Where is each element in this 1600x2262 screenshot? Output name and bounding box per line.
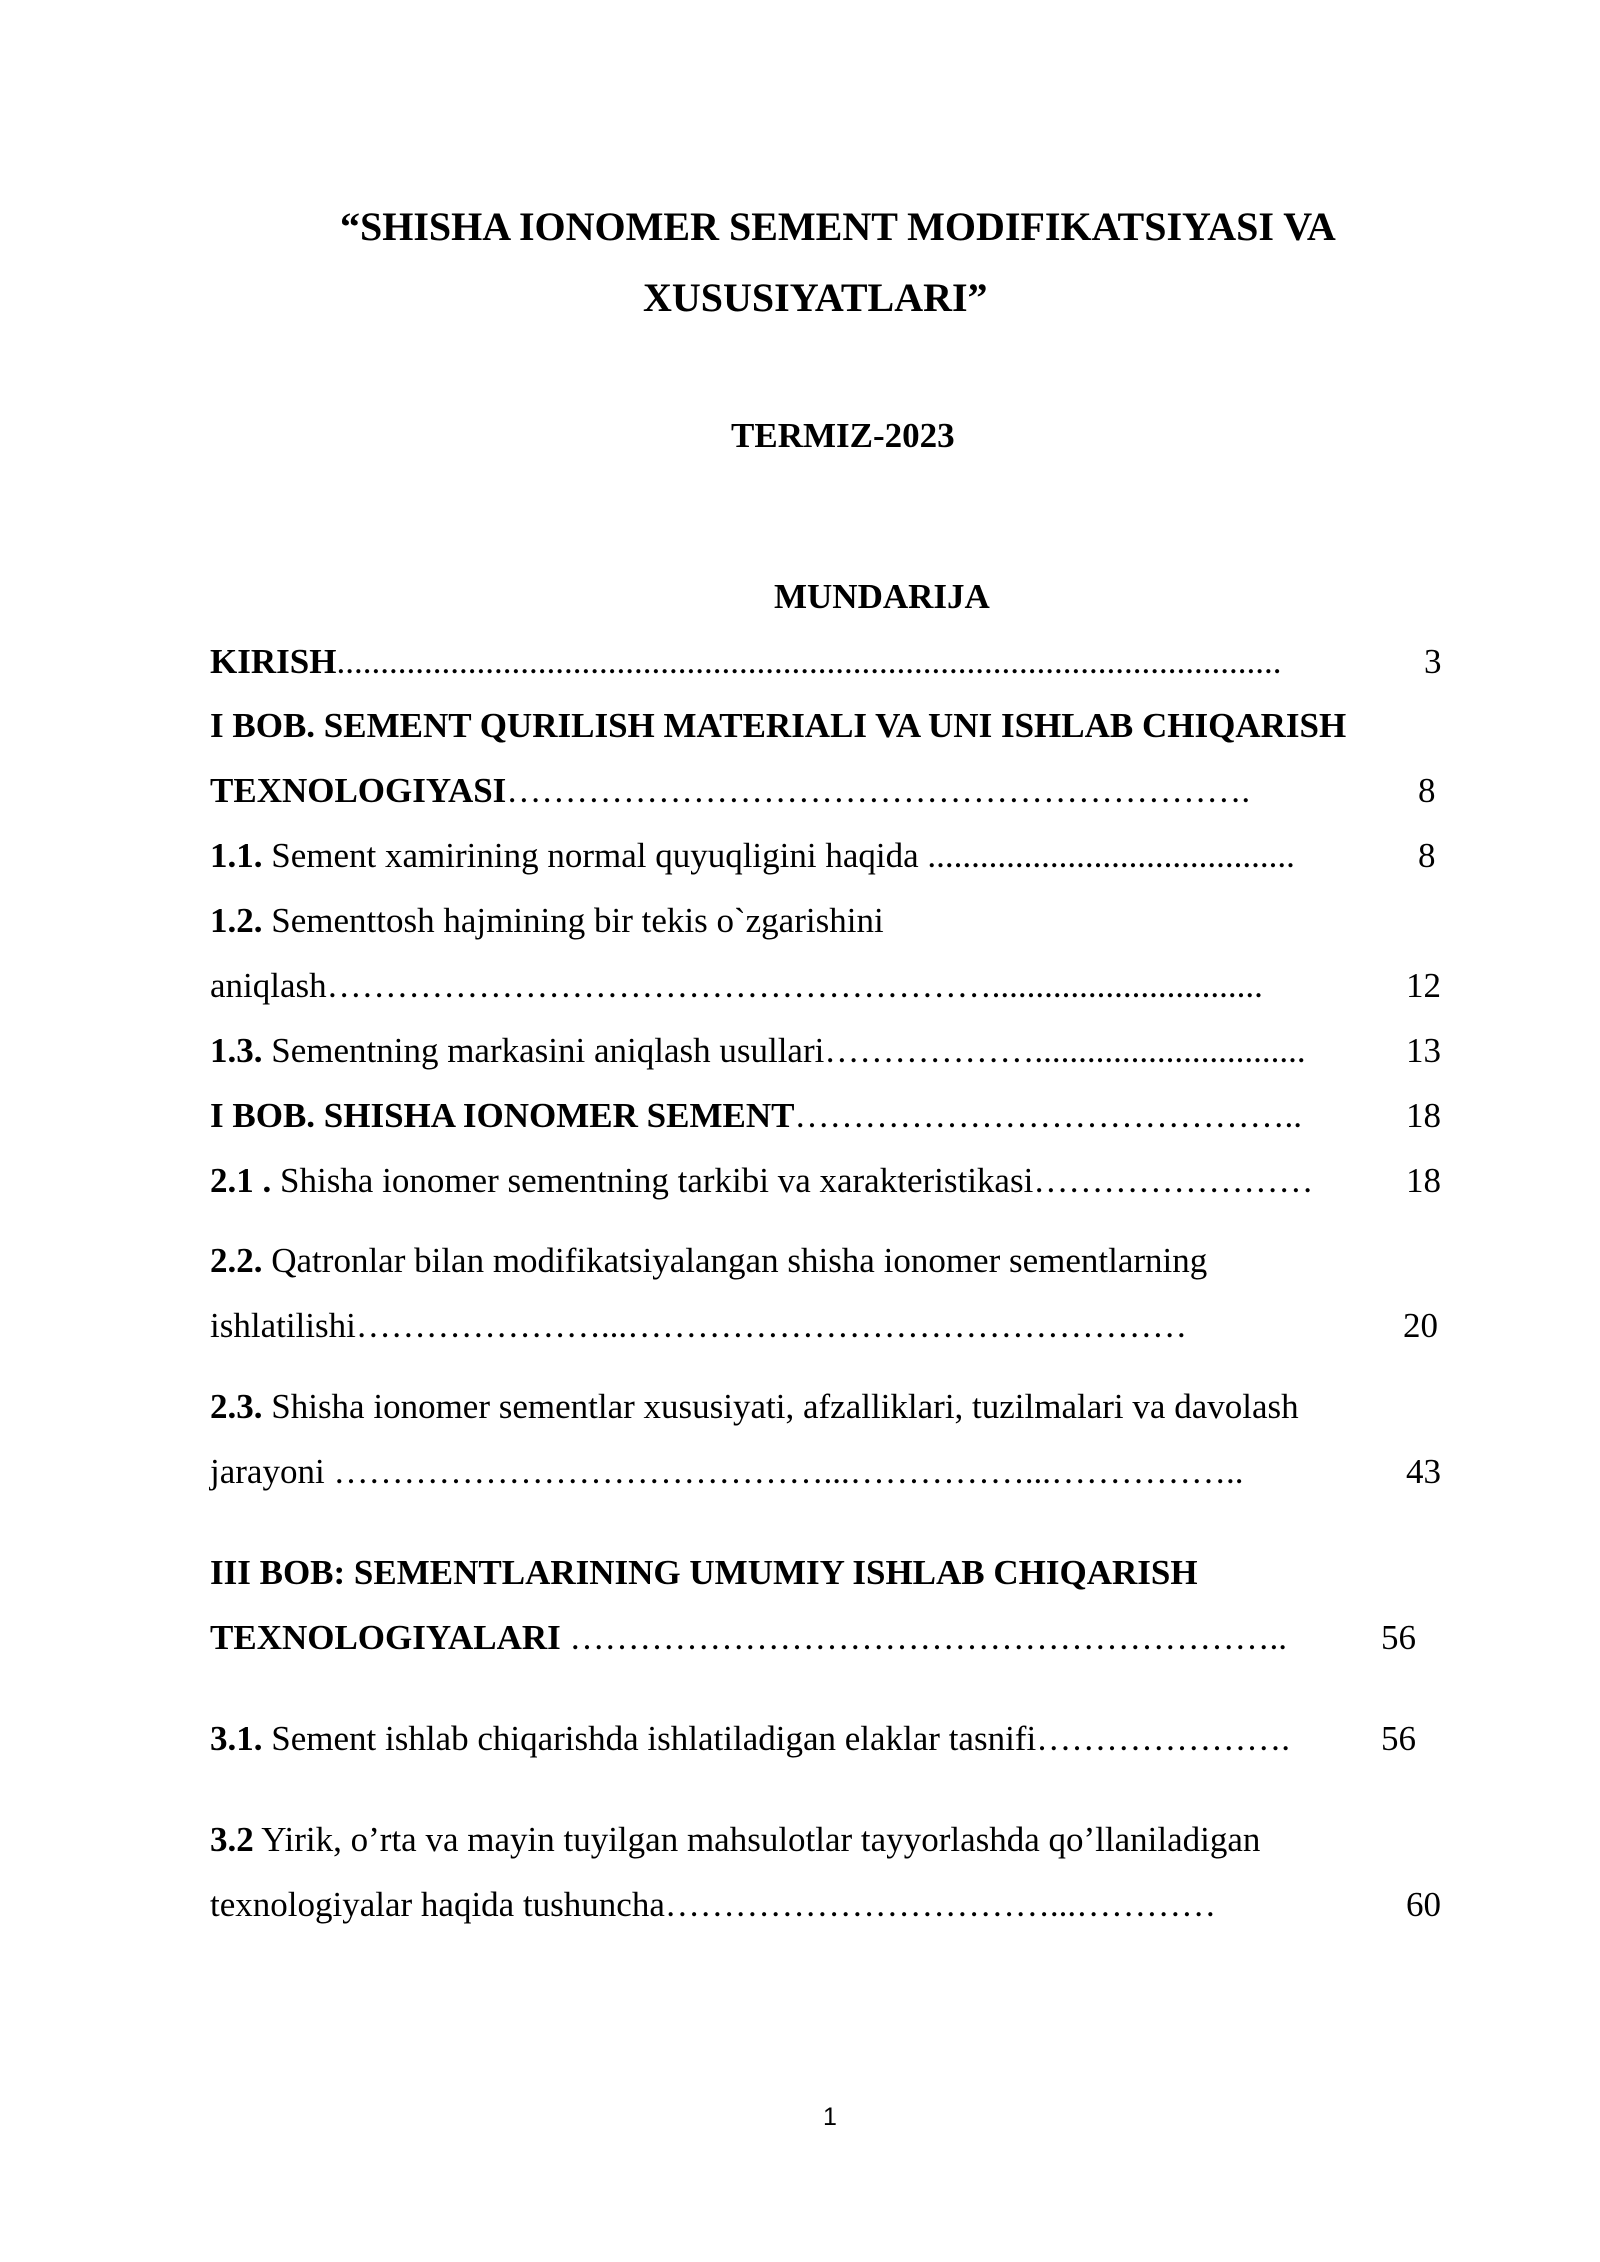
- toc-entry-2-2-continued: [210, 1303, 1187, 1349]
- toc-page-1-1: 8: [1418, 836, 1436, 875]
- toc-section-title: Sementning markasini aniqlash usullari: [262, 1031, 825, 1070]
- toc-chapter-1-title: I BOB. SEMENT QURILISH MATERIALI VA UNI ISHLAB CHIQARISH: [210, 706, 1347, 745]
- document-title-line-1: “SHISHA IONOMER SEMENT MODIFIKATSIYASI VA: [340, 204, 1336, 249]
- toc-entry-3-2-continued: [210, 1882, 1216, 1928]
- toc-heading: MUNDARIJA: [774, 577, 990, 616]
- toc-page-3-1: 56: [1381, 1719, 1416, 1758]
- toc-entry-2-3: [210, 1384, 1299, 1430]
- toc-entry-label: KIRISH: [210, 642, 337, 681]
- toc-entry-3-1: [210, 1716, 1290, 1762]
- toc-entry-label: I BOB. SHISHA IONOMER SEMENT: [210, 1096, 795, 1135]
- toc-section-title: jarayoni: [210, 1452, 334, 1491]
- toc-entry-chapter-3: [210, 1615, 1287, 1661]
- toc-entry-label: TEXNOLOGIYALARI: [210, 1618, 570, 1657]
- toc-section-number: 2.2.: [210, 1241, 263, 1280]
- toc-section-title: Sementtosh hajmining bir tekis o`zgarishini: [262, 901, 884, 940]
- toc-section-title: aniqlash: [210, 966, 327, 1005]
- toc-entry-chapter-1: [210, 768, 1250, 814]
- toc-page-1-2: 12: [1406, 966, 1441, 1005]
- toc-page-2-1: 18: [1406, 1161, 1441, 1200]
- toc-page-3-2: 60: [1406, 1885, 1441, 1924]
- toc-section-title: Shisha ionomer sementning tarkibi va xarakteristikasi: [271, 1161, 1034, 1200]
- toc-section-number: 2.3.: [210, 1387, 263, 1426]
- document-title-line-2: XUSUSIYATLARI”: [643, 275, 988, 320]
- toc-page-2-2: 20: [1403, 1306, 1438, 1345]
- toc-entry-chapter-2: [210, 1093, 1302, 1139]
- toc-leader: ………………….: [1036, 1719, 1290, 1758]
- toc-section-title: ishlatilishi: [210, 1306, 356, 1345]
- toc-section-number: 1.1.: [210, 836, 263, 875]
- toc-entry-1-1: [210, 833, 1295, 879]
- toc-section-number: 3.1.: [210, 1719, 263, 1758]
- toc-entry-label: TEXNOLOGIYASI: [210, 771, 507, 810]
- toc-section-number: 1.3.: [210, 1031, 263, 1070]
- toc-page-2-3: 43: [1406, 1452, 1441, 1491]
- toc-leader: ……………………: [1033, 1161, 1314, 1200]
- toc-page-1-3: 13: [1406, 1031, 1441, 1070]
- toc-leader: ……………………………………..: [794, 1096, 1302, 1135]
- toc-section-number: 3.2: [210, 1820, 254, 1859]
- toc-page-chapter-3: 56: [1381, 1618, 1416, 1657]
- toc-entry-1-3: [210, 1028, 1306, 1074]
- toc-section-number: 2.1 .: [210, 1161, 272, 1200]
- toc-page-kirish: 3: [1424, 642, 1442, 681]
- toc-section-title: Sement ishlab chiqarishda ishlatiladigan elaklar tasnifi: [262, 1719, 1037, 1758]
- toc-leader: …………………...…………………………………………: [355, 1306, 1188, 1345]
- toc-entry-2-1: [210, 1158, 1313, 1204]
- toc-entry-1-2: [210, 898, 884, 944]
- toc-section-title: Qatronlar bilan modifikatsiyalangan shisha ionomer sementlarning: [262, 1241, 1208, 1280]
- toc-chapter-3-title: III BOB: SEMENTLARINING UMUMIY ISHLAB CHIQARISH: [210, 1553, 1198, 1592]
- toc-section-title: Sement xamirining normal quyuqligini haqida: [262, 836, 928, 875]
- toc-leader: ……………………………………………………….: [506, 771, 1251, 810]
- toc-section-title: texnologiyalar haqida tushuncha: [210, 1885, 665, 1924]
- toc-entry-2-2: [210, 1238, 1207, 1284]
- toc-leader: ……………………………...…………: [664, 1885, 1217, 1924]
- toc-page-chapter-2: 18: [1406, 1096, 1441, 1135]
- page-number: 1: [823, 2103, 837, 2131]
- toc-entry-kirish: [210, 639, 1281, 685]
- toc-leader: ............................................................................................................: [336, 642, 1282, 681]
- toc-entry-1-2-continued: [210, 963, 1263, 1009]
- toc-section-title: Shisha ionomer sementlar xususiyati, afzalliklari, tuzilmalari va davolash: [262, 1387, 1299, 1426]
- toc-leader: ……………………………………………………..: [569, 1618, 1287, 1657]
- toc-section-title: Yirik, o’rta va mayin tuyilgan mahsulotlar tayyorlashda qo’llaniladigan: [253, 1820, 1261, 1859]
- toc-leader: …………………………………………………...............................: [326, 966, 1263, 1005]
- toc-entry-3-2: [210, 1817, 1260, 1863]
- toc-entry-2-3-continued: [210, 1449, 1243, 1495]
- toc-page-chapter-1: 8: [1418, 771, 1436, 810]
- toc-leader: ..........................................: [927, 836, 1295, 875]
- toc-leader: ………………...............................: [824, 1031, 1306, 1070]
- toc-leader: ……………………………………...……………...……………..: [333, 1452, 1244, 1491]
- city-year: TERMIZ-2023: [731, 416, 955, 455]
- toc-section-number: 1.2.: [210, 901, 263, 940]
